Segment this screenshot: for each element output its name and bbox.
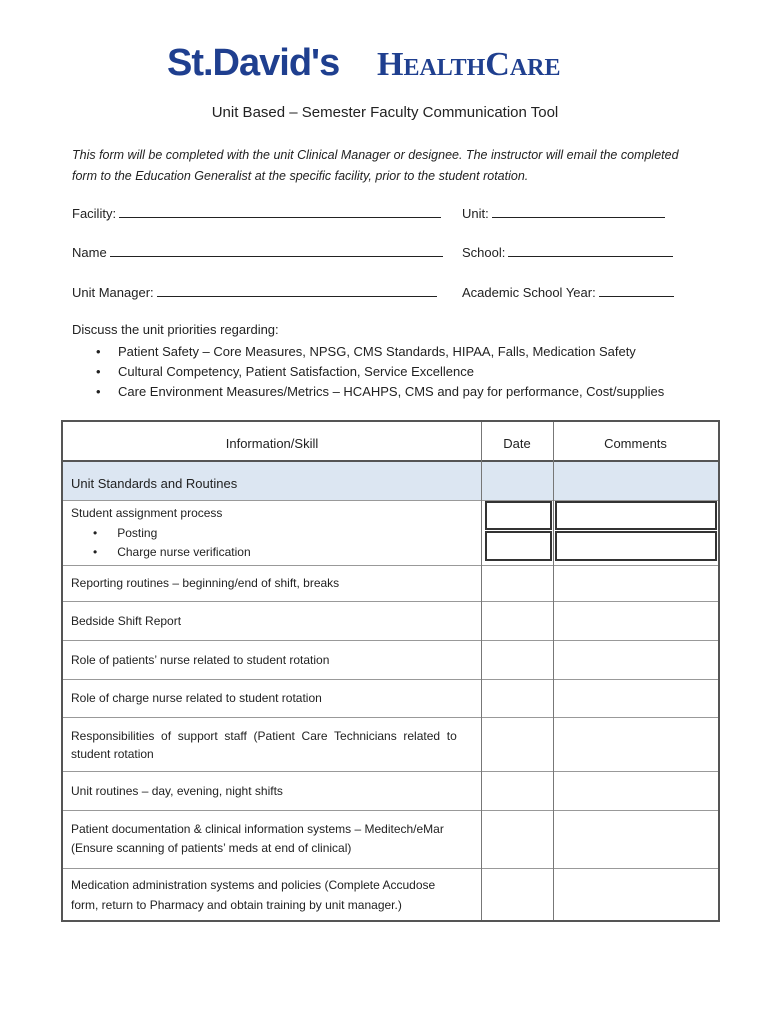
- unit-manager-line[interactable]: [157, 284, 437, 297]
- list-item-text: Care Environment Measures/Metrics – HCAHPS, CMS and pay for performance, Cost/supplies: [118, 384, 665, 399]
- school-line[interactable]: [508, 244, 673, 257]
- name-line[interactable]: [110, 244, 443, 257]
- academic-year-field[interactable]: [462, 284, 674, 300]
- row-divider: [63, 640, 718, 641]
- table-row-reporting: Reporting routines – beginning/end of shift, breaks: [71, 576, 340, 590]
- school-label: School:: [462, 245, 506, 260]
- unit-manager-label: Unit Manager:: [72, 285, 154, 300]
- academic-year-label: Academic School Year:: [462, 285, 596, 300]
- list-item-text: Patient Safety – Core Measures, NPSG, CMS Standards, HIPAA, Falls, Medication Safety: [118, 344, 636, 359]
- table-row-documentation-line1: Patient documentation & clinical information systems – Meditech/eMar: [71, 822, 444, 836]
- list-item-text: Charge nurse verification: [117, 545, 251, 559]
- row-divider: [63, 810, 718, 811]
- section-title: Unit Standards and Routines: [71, 476, 238, 491]
- header-information-skill: Information/Skill: [225, 436, 319, 451]
- row-divider: [63, 771, 718, 772]
- table-row-documentation-line2: (Ensure scanning of patients’ meds at end of clinical): [71, 841, 352, 855]
- name-label: Name: [72, 245, 107, 260]
- priorities-list: [96, 342, 664, 402]
- unit-label: Unit:: [462, 206, 489, 221]
- unit-field[interactable]: [462, 205, 665, 221]
- row-divider: [63, 868, 718, 869]
- discuss-heading: Discuss the unit priorities regarding:: [72, 322, 279, 337]
- table-row-medication-line1: Medication administration systems and policies (Complete Accudose: [71, 878, 436, 892]
- table-row-support-staff-line1: Responsibilities of support staff (Patient Care Technicians related to: [71, 729, 457, 743]
- facility-label: Facility:: [72, 206, 117, 221]
- facility-field[interactable]: [72, 205, 441, 221]
- list-item: • Cultural Competency, Patient Satisfaction, Service Excellence: [96, 364, 474, 379]
- unit-manager-field[interactable]: [72, 284, 437, 300]
- row-divider: [63, 717, 718, 718]
- row-divider: [63, 679, 718, 680]
- comments-input-charge-nurse[interactable]: [555, 531, 717, 561]
- table-row-patients-nurse: Role of patients’ nurse related to student rotation: [71, 653, 330, 667]
- row-divider: [63, 565, 718, 566]
- column-divider: [481, 422, 482, 920]
- table-row-bedside: Bedside Shift Report: [71, 614, 182, 628]
- skills-table: [61, 420, 720, 922]
- facility-line[interactable]: [119, 205, 441, 218]
- table-row-medication-line2: form, return to Pharmacy and obtain training by unit manager.): [71, 898, 402, 912]
- form-instructions: This form will be completed with the unit Clinical Manager or designee. The instructor will email the completed form to the Education Generalist at the specific facility, prior to the student rotation.: [72, 148, 679, 183]
- unit-line[interactable]: [492, 205, 665, 218]
- list-item-text: Posting: [117, 526, 158, 540]
- column-divider: [553, 422, 554, 920]
- header-date: Date: [503, 436, 531, 451]
- header-comments: Comments: [604, 436, 667, 451]
- st-davids-healthcare-logo: [167, 42, 612, 86]
- academic-year-line[interactable]: [599, 284, 674, 297]
- form-title: Unit Based – Semester Faculty Communication Tool: [211, 104, 559, 121]
- date-input-charge-nurse[interactable]: [485, 531, 552, 561]
- school-field[interactable]: [462, 244, 673, 260]
- table-row-support-staff-line2: student rotation: [71, 747, 154, 761]
- student-assignment-title: Student assignment process: [71, 506, 223, 520]
- table-row-charge-nurse: Role of charge nurse related to student rotation: [71, 691, 322, 705]
- list-item: • Patient Safety – Core Measures, NPSG, CMS Standards, HIPAA, Falls, Medication Safety: [96, 344, 636, 359]
- list-item: • Posting: [93, 526, 158, 540]
- logo-healthcare: HealthCare: [377, 46, 561, 83]
- name-field[interactable]: [72, 244, 443, 260]
- date-input-posting[interactable]: [485, 501, 552, 530]
- list-item-text: Cultural Competency, Patient Satisfaction, Service Excellence: [118, 364, 474, 379]
- list-item: • Care Environment Measures/Metrics – HCAHPS, CMS and pay for performance, Cost/supplies: [96, 384, 665, 399]
- table-row-unit-routines: Unit routines – day, evening, night shifts: [71, 784, 283, 798]
- logo-st-davids: St.David's: [167, 42, 340, 84]
- comments-input-posting[interactable]: [555, 501, 717, 530]
- list-item: • Charge nurse verification: [93, 545, 251, 559]
- row-divider: [63, 601, 718, 602]
